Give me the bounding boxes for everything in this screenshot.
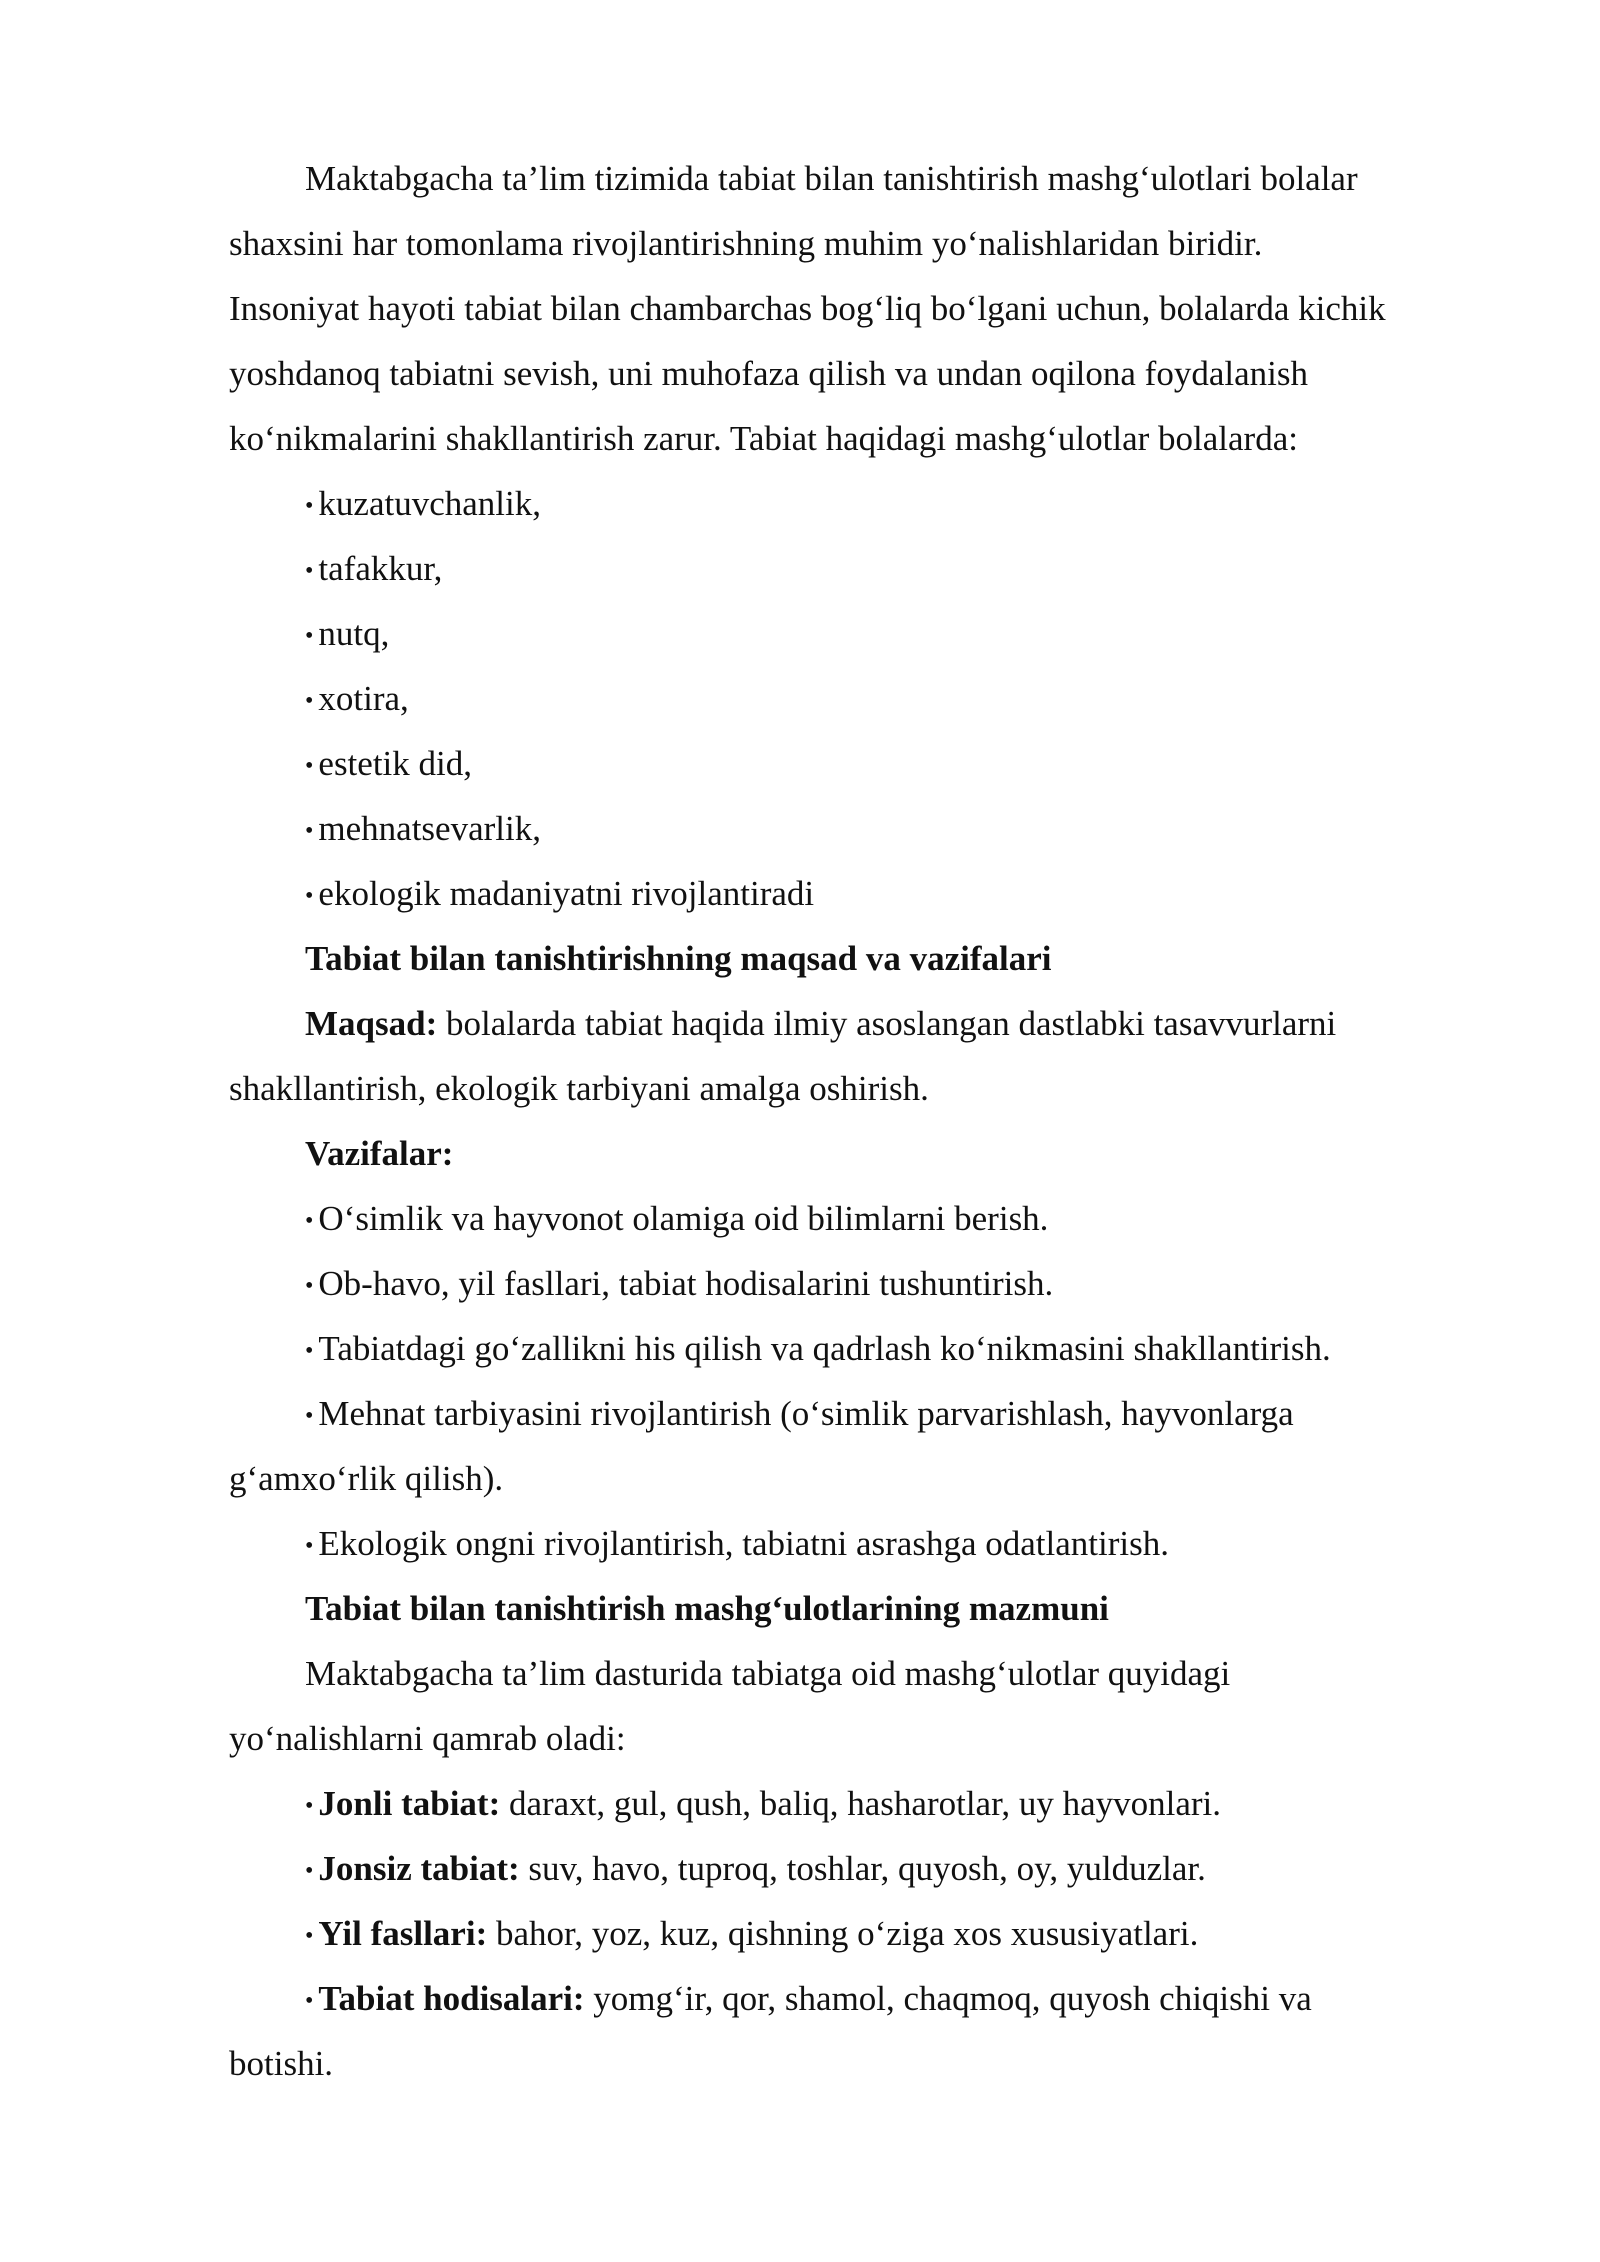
goal-paragraph-line-1: [229, 991, 1469, 1056]
content-intro-line-1: Maktabgacha ta’lim dasturida tabiatga oid mashg‘ulotlar quyidagi: [305, 1654, 1231, 1693]
task-text: Ekologik ongni rivojlantirish, tabiatni asrashga odatlantirish.: [318, 1524, 1169, 1563]
list-item: [229, 861, 1469, 926]
bullet-icon: •: [305, 1273, 314, 1299]
list-item: [229, 1316, 1469, 1381]
bullet-icon: •: [305, 1208, 314, 1234]
task-text: Ob-havo, yil fasllari, tabiat hodisalarini tushuntirish.: [318, 1264, 1054, 1303]
intro-line-3: Insoniyat hayoti tabiat bilan chambarchas bog‘liq bo‘lgani uchun, bolalarda kichik: [229, 289, 1386, 328]
skill-text: ekologik madaniyatni rivojlantiradi: [318, 874, 815, 913]
item-label: Yil fasllari:: [318, 1914, 488, 1953]
bullet-icon: •: [305, 753, 314, 779]
list-item: [229, 796, 1469, 861]
goal-paragraph-line-2: shakllantirish, ekologik tarbiyani amalga oshirish.: [229, 1069, 929, 1108]
bullet-icon: •: [305, 1793, 314, 1819]
skill-text: mehnatsevarlik,: [318, 809, 541, 848]
task-text: O‘simlik va hayvonot olamiga oid bilimlarni berish.: [318, 1199, 1049, 1238]
list-item: [229, 1186, 1469, 1251]
skill-text: kuzatuvchanlik,: [318, 484, 541, 523]
item-label: Tabiat hodisalari:: [318, 1979, 585, 2018]
list-item: [229, 1966, 1469, 2031]
goal-label: Maqsad:: [305, 1004, 438, 1043]
skill-text: nutq,: [318, 614, 390, 653]
skill-text: xotira,: [318, 679, 409, 718]
intro-line-1: Maktabgacha ta’lim tizimida tabiat bilan tanishtirish mashg‘ulotlari bolalar: [305, 159, 1358, 198]
tasks-label: Vazifalar:: [305, 1134, 454, 1173]
item-label: Jonsiz tabiat:: [318, 1849, 520, 1888]
goal-text: bolalarda tabiat haqida ilmiy asoslangan dastlabki tasavvurlarni: [437, 1004, 1337, 1043]
bullet-icon: •: [305, 623, 314, 649]
skill-text: tafakkur,: [318, 549, 443, 588]
intro-line-2: shaxsini har tomonlama rivojlantirishning muhim yo‘nalishlaridan biridir.: [229, 224, 1263, 263]
list-item: [229, 1381, 1469, 1446]
item-text: bahor, yoz, kuz, qishning o‘ziga xos xususiyatlari.: [487, 1914, 1199, 1953]
bullet-icon: •: [305, 818, 314, 844]
intro-line-4: yoshdanoq tabiatni sevish, uni muhofaza qilish va undan oqilona foydalanish: [229, 354, 1308, 393]
section-heading-content: Tabiat bilan tanishtirish mashg‘ulotlarining mazmuni: [305, 1589, 1109, 1628]
bullet-icon: •: [305, 1988, 314, 2014]
list-item: [229, 1901, 1469, 1966]
list-item: [229, 1836, 1469, 1901]
skill-text: estetik did,: [318, 744, 472, 783]
list-item: [229, 536, 1469, 601]
item-text: suv, havo, tuproq, toshlar, quyosh, oy, yulduzlar.: [519, 1849, 1206, 1888]
list-item: [229, 731, 1469, 796]
section-heading-goals: Tabiat bilan tanishtirishning maqsad va vazifalari: [305, 939, 1052, 978]
list-item: [229, 1771, 1469, 1836]
list-item: [229, 601, 1469, 666]
bullet-icon: •: [305, 1533, 314, 1559]
task-text: Mehnat tarbiyasini rivojlantirish (o‘simlik parvarishlash, hayvonlarga: [318, 1394, 1294, 1433]
item-continuation: botishi.: [229, 2044, 334, 2083]
task-text: Tabiatdagi go‘zallikni his qilish va qadrlash ko‘nikmasini shakllantirish.: [318, 1329, 1331, 1368]
task-continuation: g‘amxo‘rlik qilish).: [229, 1459, 504, 1498]
list-item: [229, 471, 1469, 536]
document-body: [229, 146, 1469, 2096]
intro-line-5: ko‘nikmalarini shakllantirish zarur. Tabiat haqidagi mashg‘ulotlar bolalarda:: [229, 419, 1298, 458]
bullet-icon: •: [305, 883, 314, 909]
list-item: [229, 1251, 1469, 1316]
bullet-icon: •: [305, 1338, 314, 1364]
bullet-icon: •: [305, 1403, 314, 1429]
list-item: [229, 1511, 1469, 1576]
item-text: yomg‘ir, qor, shamol, chaqmoq, quyosh chiqishi va: [584, 1979, 1312, 2018]
item-label: Jonli tabiat:: [318, 1784, 501, 1823]
bullet-icon: •: [305, 1858, 314, 1884]
list-item: [229, 666, 1469, 731]
bullet-icon: •: [305, 1923, 314, 1949]
content-intro-line-2: yo‘nalishlarni qamrab oladi:: [229, 1719, 626, 1758]
bullet-icon: •: [305, 558, 314, 584]
bullet-icon: •: [305, 688, 314, 714]
bullet-icon: •: [305, 493, 314, 519]
item-text: daraxt, gul, qush, baliq, hasharotlar, uy hayvonlari.: [500, 1784, 1222, 1823]
